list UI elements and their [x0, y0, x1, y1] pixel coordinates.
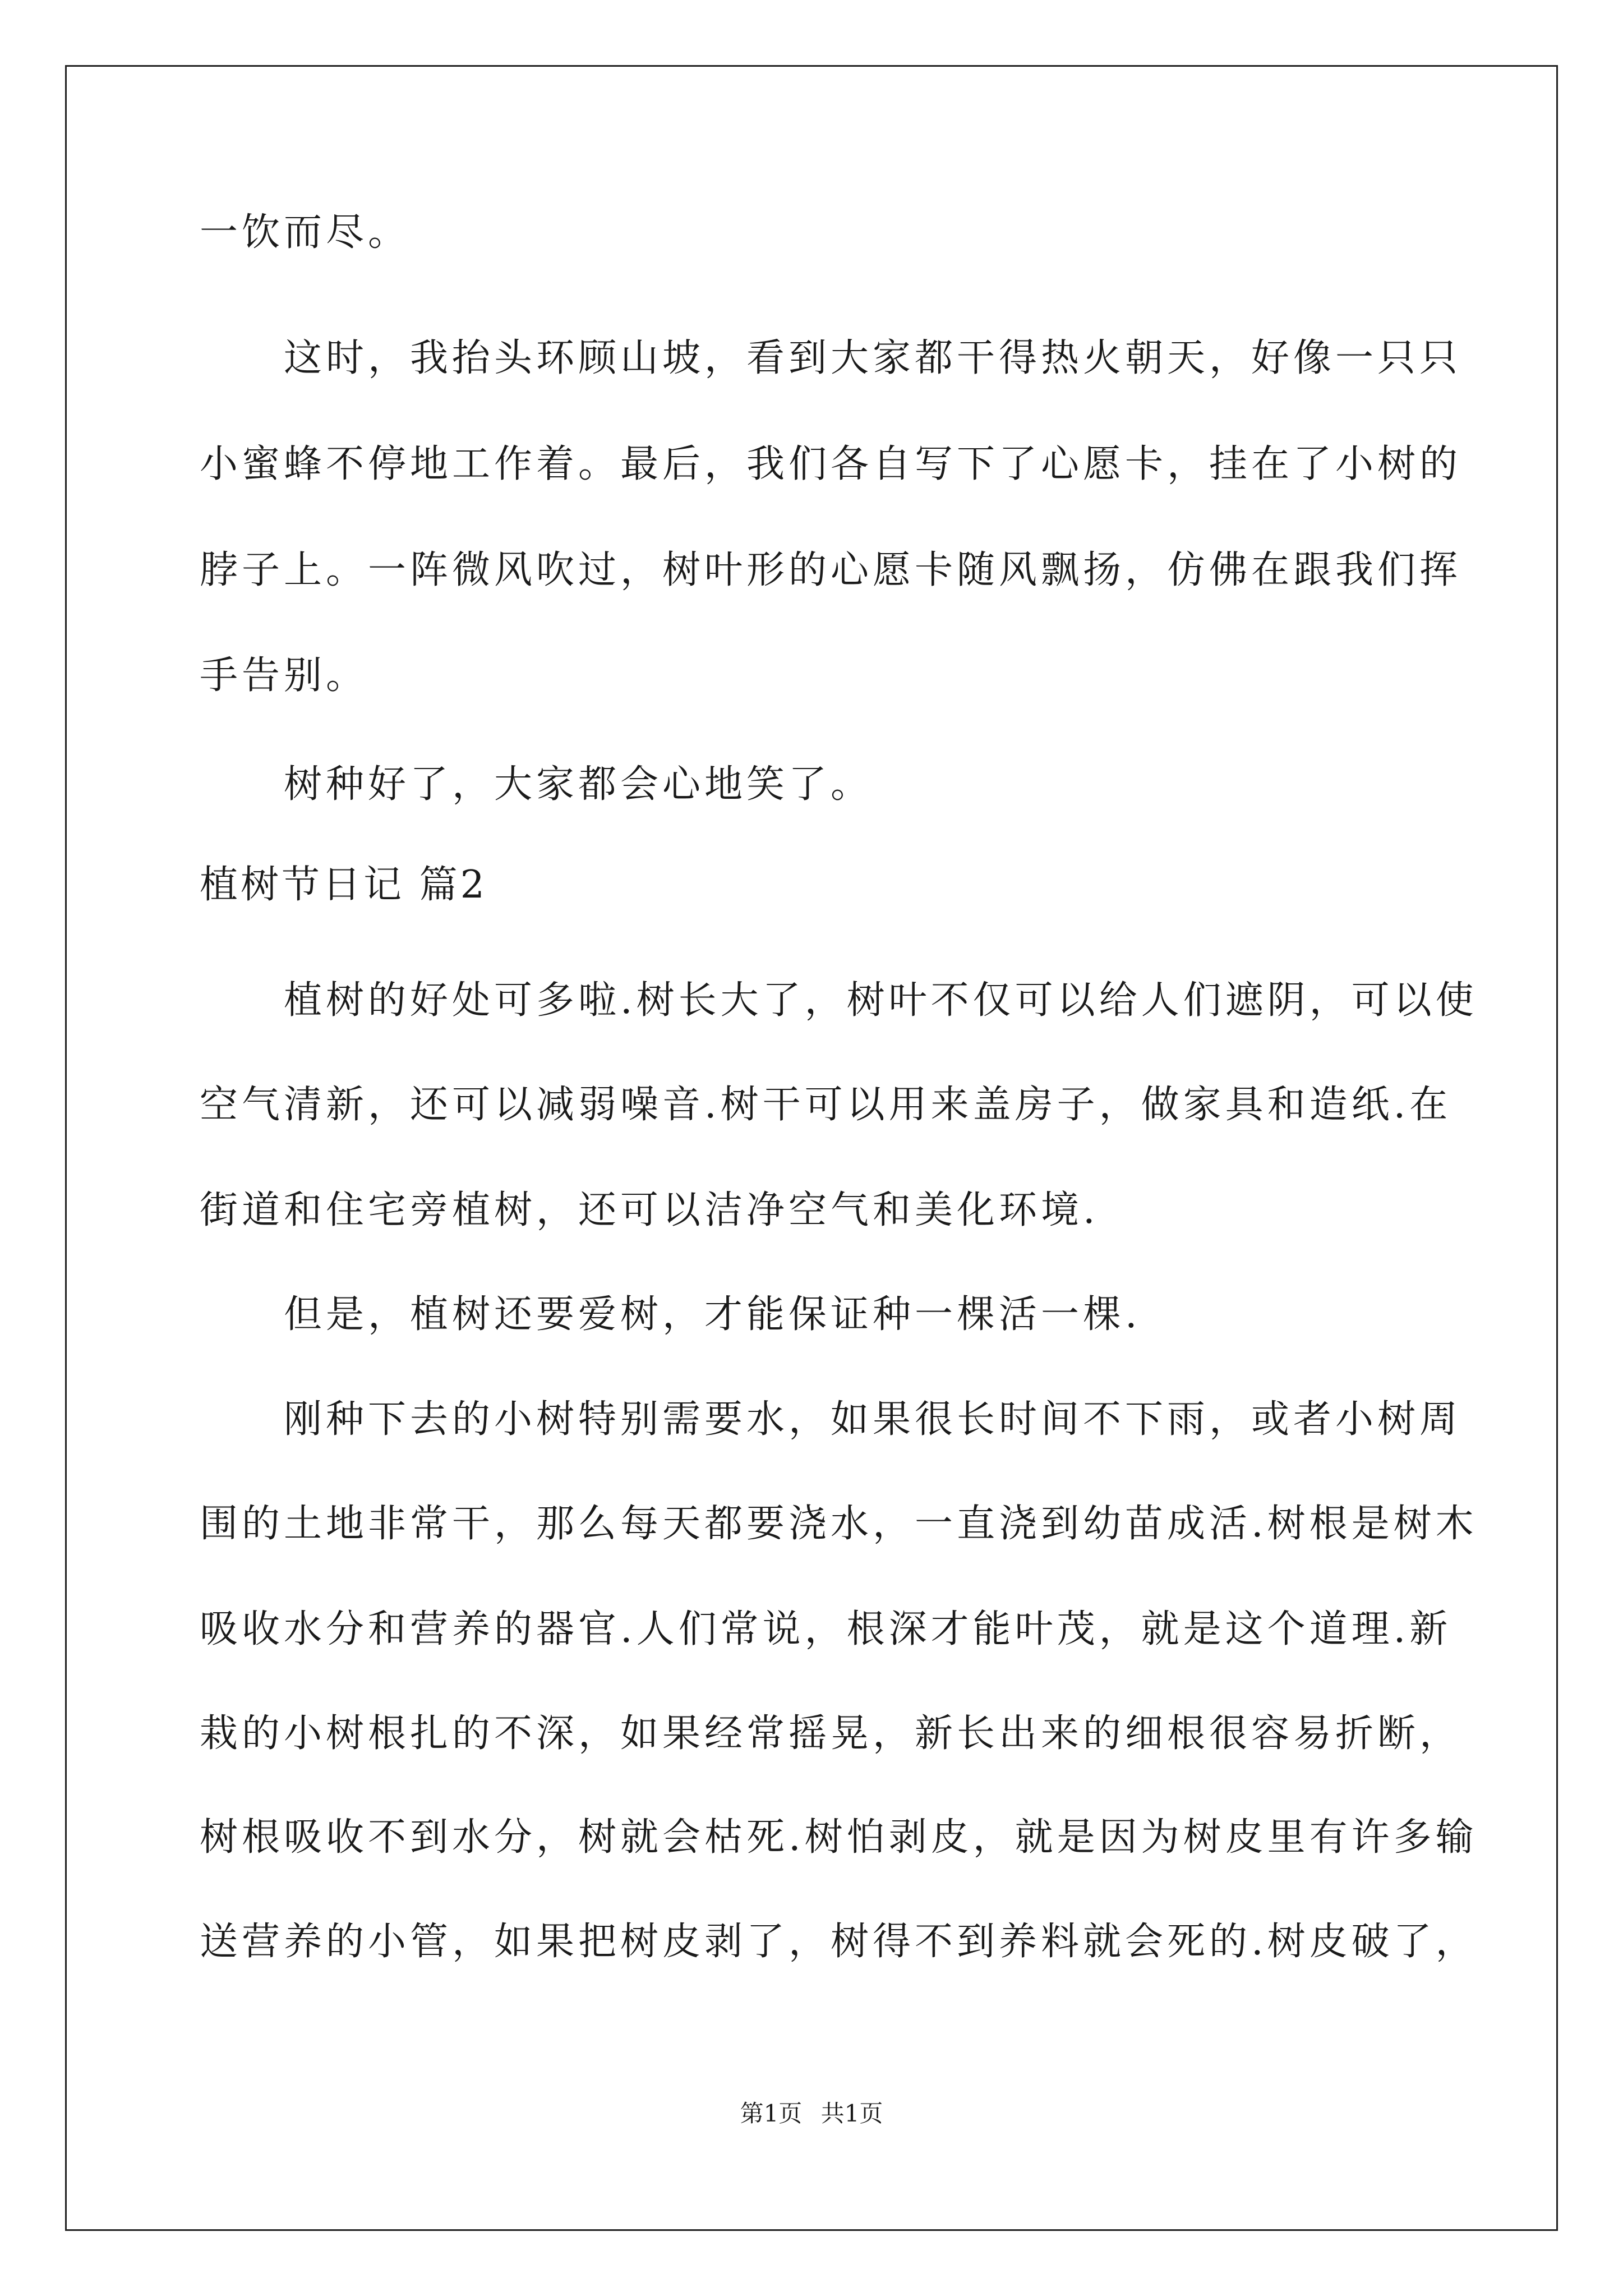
page-frame [65, 65, 1558, 2231]
section-heading: 植树节日记 篇2 [200, 863, 487, 907]
page-number: 第1页 [740, 2100, 803, 2127]
paragraph-line: 街道和住宅旁植树，还可以洁净空气和美化环境. [200, 1188, 1099, 1232]
page-footer [0, 2098, 1623, 2129]
paragraph-line: 送营养的小管，如果把树皮剥了，树得不到养料就会死的.树皮破了， [200, 1920, 1478, 1964]
paragraph-line: 脖子上。一阵微风吹过，树叶形的心愿卡随风飘扬，仿佛在跟我们挥 [200, 548, 1462, 592]
paragraph-line: 一饮而尽。 [200, 210, 411, 255]
paragraph-line: 围的土地非常干，那么每天都要浇水，一直浇到幼苗成活.树根是树木 [200, 1502, 1478, 1546]
paragraph-line: 栽的小树根扎的不深，如果经常摇晃，新长出来的细根很容易折断， [200, 1711, 1462, 1756]
paragraph-line: 树根吸收不到水分，树就会枯死.树怕剥皮，就是因为树皮里有许多输 [200, 1815, 1478, 1860]
paragraph-line: 植树的好处可多啦.树长大了，树叶不仅可以给人们遮阴，可以使 [284, 978, 1478, 1023]
paragraph-line: 空气清新，还可以减弱噪音.树干可以用来盖房子，做家具和造纸.在 [200, 1083, 1452, 1127]
paragraph-line: 吸收水分和营养的器官.人们常说，根深才能叶茂，就是这个道理.新 [200, 1607, 1452, 1651]
paragraph-line: 树种好了，大家都会心地笑了。 [284, 762, 873, 807]
paragraph-line: 这时，我抬头环顾山坡，看到大家都干得热火朝天，好像一只只 [284, 336, 1462, 380]
paragraph-line: 手告别。 [200, 654, 368, 698]
page-total: 共1页 [820, 2100, 883, 2127]
paragraph-line: 刚种下去的小树特别需要水，如果很长时间不下雨，或者小树周 [284, 1397, 1462, 1442]
paragraph-line: 小蜜蜂不停地工作着。最后，我们各自写下了心愿卡，挂在了小树的 [200, 442, 1462, 486]
paragraph-line: 但是，植树还要爱树，才能保证种一棵活一棵. [284, 1292, 1141, 1337]
